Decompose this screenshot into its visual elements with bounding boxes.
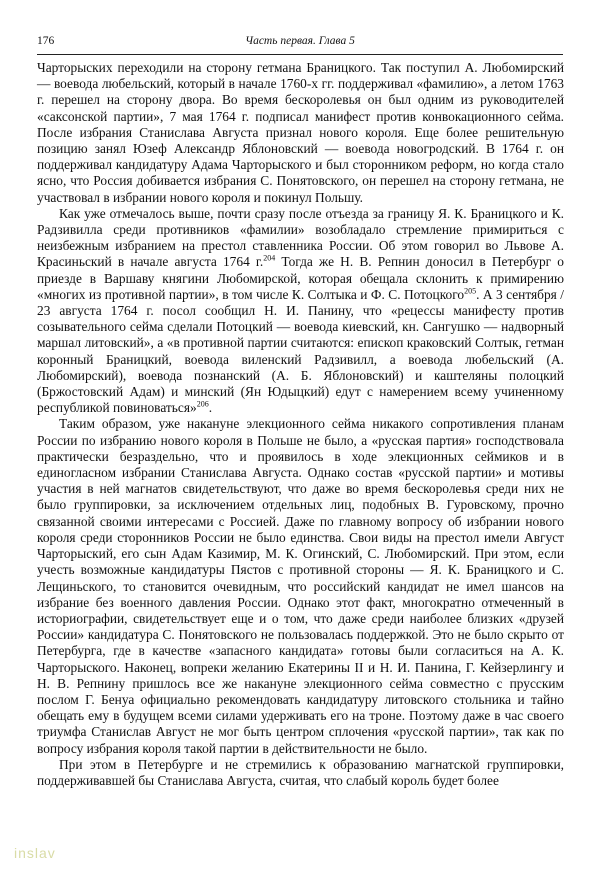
paragraph-4: При этом в Петербурге и не стремились к образованию магнатской группировки, поддерживавшей бы Станислава Августа, считая, что слабый король будет более	[37, 756, 564, 788]
paragraph-2-text-d: .	[208, 400, 213, 416]
paragraph-1: Чарторыских переходили на сторону гетмана Браницкого. Так поступил А. Любомирский — воевода любельский, который в начале 1760-х гг. поддерживал «фамилию», а летом 1763 г. перешел на сторону двора. Во время бескоролевья он был одним из руководителей «саксонской партии», 7 мая 1764 г. подписал манифест против конвокационного сейма. После избрания Станислава Августа признал нового короля. Еще более решительную позицию занял Юзеф Александр Яблоновский — воевода новогродский. В 1764 г. он поддерживал кандидатуру Адама Чарторыского и был сторонником реформ, но когда стало ясно, что Россия добивается избрания С. Понятовского, он перешел на сторону гетмана, не участвовал в избрании нового короля и покинул Польшу.	[37, 60, 564, 205]
header-rule	[37, 54, 563, 55]
paragraph-3: Таким образом, уже накануне элекционного сейма никакого сопротивления планам России по избранию нового короля в Польше не было, а «русская партия» господствовала практически безраздельно, что и проявилось в ходе элекционных сеймиков и в единогласном избрании Станислава Августа. Однако состав «русской партии» и мотивы участия в ней магнатов свидетельствуют, что даже во время бескоролевья среди них не было группировки, за исключением отдельных лиц, подобных В. Гуровскому, прочно связанной своими интересами с Россией. Даже по главному вопросу об избрании нового короля среди сторонников России не было единства. Свои виды на престол имели Август Чарторыский, его сын Адам Казимир, М. К. Огинский, С. Любомирский. При этом, если учесть возможные кандидатуры Пястов с противной стороны — Я. К. Браницкого и С. Лещиньского, то становится очевидным, что российский кандидат не имел шансов на избрание без военного давления России. Однако этот факт, многократно отмеченный в историографии, свидетельствует еще и о том, что даже среди наиболее близких «друзей России» кандидатура С. Понятовского не пользовалась поддержкой. Это не было скрыто от Петербурга, где в качестве «запасного кандидата» готовы были согласиться на А. К. Чарторыского. Наконец, вопреки желанию Екатерины II и Н. И. Панина, Г. Кейзерлингу и Н. В. Репнину пришлось все же накануне элекционного сейма совместно с прусским послом Г. Бенуа официально рекомендовать кандидатуру литовского стольника и тайно обещать ему в будущем всеми силами удерживать его на троне. Поэтому даже в час своего триумфа Станислав Август не мог быть центром сплочения «русской партии», так как по вопросу избрания короля такой партии в действительности не было.	[37, 416, 564, 756]
paragraph-2	[37, 206, 564, 417]
page-body	[37, 60, 564, 789]
paragraph-2-text-a: Как уже отмечалось выше, почти сразу после отъезда за границу Я. К. Браницкого и К. Радзивилла среди противников «фамилии» возобладало стремление примириться с неизбежным избранием на престол ставленника России. Об этом говорил во Львове А. Красиньский в начале августа 1764 г.	[37, 205, 564, 270]
footnote-ref-205: 205	[464, 286, 477, 296]
page-header	[37, 35, 563, 53]
running-title: Часть первая. Глава 5	[245, 35, 355, 47]
footnote-ref-204: 204	[263, 253, 276, 263]
footnote-ref-206: 206	[196, 399, 209, 409]
paragraph-2-text-c: . А 3 сентября / 23 августа 1764 г. посол сообщил Н. И. Панину, что «рецессы манифесту против созывательного сейма сделали Потоцкий — воевода киевский, кн. Сангушко — надворный маршал литовский», а «в противной партии считаются: епископ краковский Солтык, гетман коронный Браницкий, воевода виленский Радзивилл, а воевода любельский (А. Любомирский), воевода познанский (А. Б. Яблоновский) и каштеляны полоцкий (Бржостовский Адам) и минский (Ян Юдыцкий) едут с намерением всему учиненному республикой повиноваться»	[37, 286, 564, 416]
watermark: inslav	[14, 845, 56, 861]
page-number: 176	[37, 35, 55, 47]
paragraph-2-text-b: Тогда же Н. В. Репнин доносил в Петербург о приезде в Варшаву княгини Любомирской, которая обещала склонить к примирению «многих из противной партии», в том числе К. Солтыка и Ф. С. Потоцкого	[37, 254, 564, 302]
